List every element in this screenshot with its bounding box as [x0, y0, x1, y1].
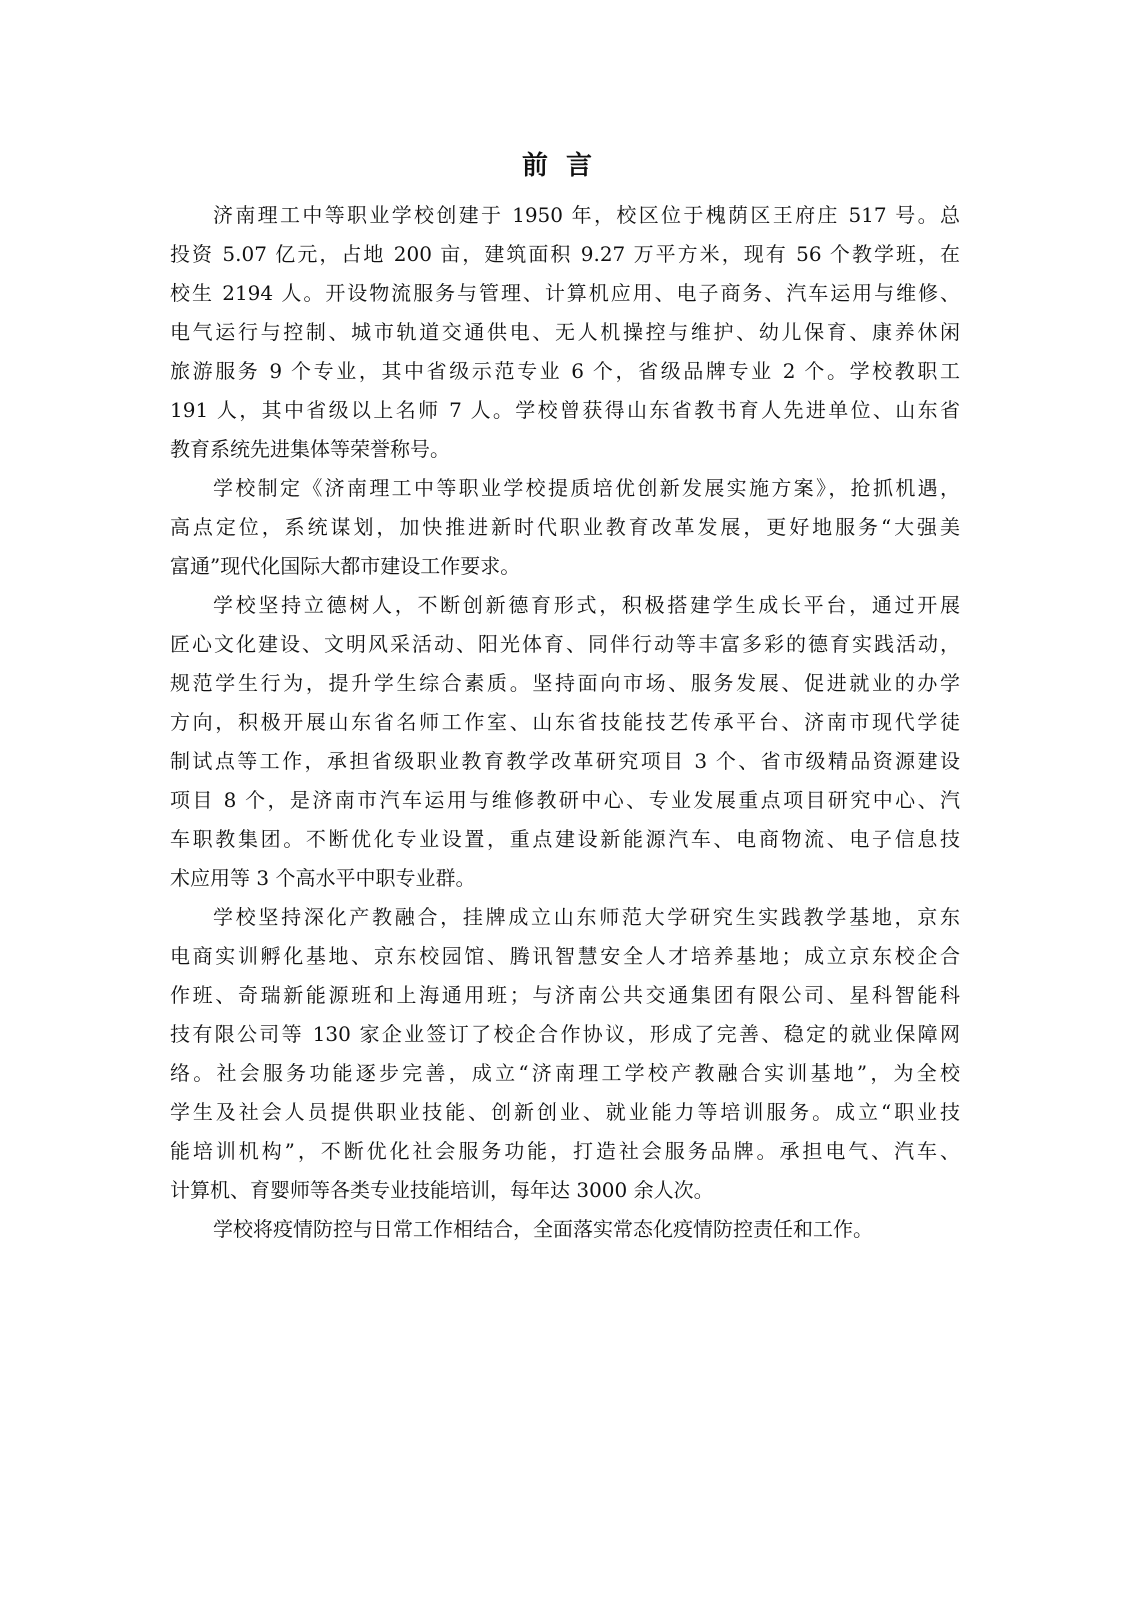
paragraph-line: 计算机、育婴师等各类专业技能培训，每年达 3000 余人次。	[170, 1178, 714, 1202]
paragraph-line: 学校制定《济南理工中等职业学校提质培优创新发展实施方案》，抢抓机遇，	[213, 476, 960, 500]
paragraph-line: 匠心文化建设、文明风采活动、阳光体育、同伴行动等丰富多彩的德育实践活动，	[170, 632, 960, 656]
body-text	[170, 196, 960, 1249]
paragraph-line: 作班、奇瑞新能源班和上海通用班；与济南公共交通集团有限公司、星科智能科	[170, 983, 960, 1007]
paragraph-line: 学校将疫情防控与日常工作相结合，全面落实常态化疫情防控责任和工作。	[213, 1217, 873, 1241]
paragraph-line: 项目 8 个，是济南市汽车运用与维修教研中心、专业发展重点项目研究中心、汽	[170, 788, 960, 812]
paragraph-line: 络。社会服务功能逐步完善，成立“济南理工学校产教融合实训基地”，为全校	[170, 1061, 960, 1085]
paragraph-line: 制试点等工作，承担省级职业教育教学改革研究项目 3 个、省市级精品资源建设	[170, 749, 960, 773]
paragraph-4	[170, 898, 960, 1210]
paragraph-2	[170, 469, 960, 586]
paragraph-5	[170, 1210, 960, 1249]
paragraph-line: 投资 5.07 亿元，占地 200 亩，建筑面积 9.27 万平方米，现有 56 个教学班，在	[170, 242, 960, 266]
paragraph-line: 规范学生行为，提升学生综合素质。坚持面向市场、服务发展、促进就业的办学	[170, 671, 960, 695]
paragraph-3	[170, 586, 960, 898]
paragraph-line: 校生 2194 人。开设物流服务与管理、计算机应用、电子商务、汽车运用与维修、	[170, 281, 960, 305]
paragraph-line: 191 人，其中省级以上名师 7 人。学校曾获得山东省教书育人先进单位、山东省	[170, 398, 960, 422]
paragraph-line: 旅游服务 9 个专业，其中省级示范专业 6 个，省级品牌专业 2 个。学校教职工	[170, 359, 960, 383]
paragraph-1	[170, 196, 960, 469]
paragraph-line: 学校坚持立德树人，不断创新德育形式，积极搭建学生成长平台，通过开展	[213, 593, 960, 617]
paragraph-line: 富通”现代化国际大都市建设工作要求。	[170, 554, 521, 578]
paragraph-line: 学生及社会人员提供职业技能、创新创业、就业能力等培训服务。成立“职业技	[170, 1100, 960, 1124]
paragraph-line: 学校坚持深化产教融合，挂牌成立山东师范大学研究生实践教学基地，京东	[213, 905, 960, 929]
page-title: 前言	[521, 151, 610, 181]
paragraph-line: 技有限公司等 130 家企业签订了校企合作协议，形成了完善、稳定的就业保障网	[170, 1022, 960, 1046]
paragraph-line: 高点定位，系统谋划，加快推进新时代职业教育改革发展，更好地服务“大强美	[170, 515, 960, 539]
paragraph-line: 方向，积极开展山东省名师工作室、山东省技能技艺传承平台、济南市现代学徒	[170, 710, 960, 734]
paragraph-line: 济南理工中等职业学校创建于 1950 年，校区位于槐荫区王府庄 517 号。总	[213, 203, 960, 227]
paragraph-line: 能培训机构”，不断优化社会服务功能，打造社会服务品牌。承担电气、汽车、	[170, 1139, 960, 1163]
paragraph-line: 教育系统先进集体等荣誉称号。	[170, 437, 450, 461]
paragraph-line: 电商实训孵化基地、京东校园馆、腾讯智慧安全人才培养基地；成立京东校企合	[170, 944, 960, 968]
paragraph-line: 术应用等 3 个高水平中职专业群。	[170, 866, 476, 890]
paragraph-line: 电气运行与控制、城市轨道交通供电、无人机操控与维护、幼儿保育、康养休闲	[170, 320, 960, 344]
paragraph-line: 车职教集团。不断优化专业设置，重点建设新能源汽车、电商物流、电子信息技	[170, 827, 960, 851]
